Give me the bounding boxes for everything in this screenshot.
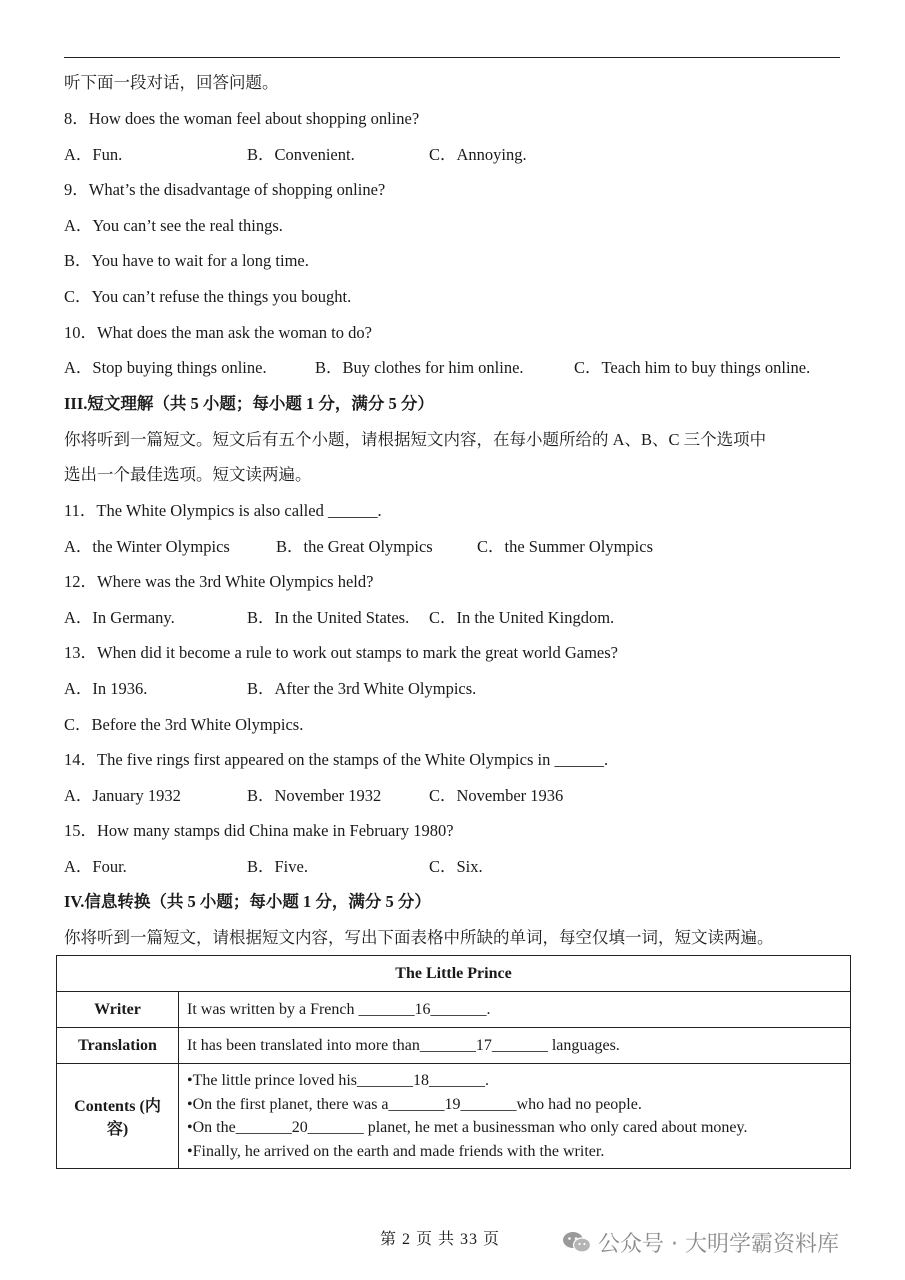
question-9: 9．What’s the disadvantage of shopping online?: [64, 180, 386, 199]
row-content-translation: It has been translated into more than_______17_______ languages.: [179, 1028, 851, 1064]
q9-option-a: A．You can’t see the real things.: [64, 216, 283, 235]
header-rule: [64, 57, 840, 58]
table-row: [57, 992, 851, 1028]
q10-option-c: C．Teach him to buy things online.: [574, 358, 811, 377]
question-15: 15．How many stamps did China make in February 1980?: [64, 821, 454, 840]
section-3-instruction-1: 你将听到一篇短文。短文后有五个小题，请根据短文内容，在每小题所给的 A、B、C 三个选项中: [64, 430, 767, 449]
table-row: [57, 1064, 851, 1169]
question-14: 14．The five rings first appeared on the stamps of the White Olympics in ______.: [64, 750, 609, 769]
q12-option-b: B．In the United States.: [247, 608, 410, 627]
q8-option-c: C．Annoying.: [429, 145, 527, 164]
row-header-translation: Translation: [57, 1028, 179, 1064]
question-8: 8．How does the woman feel about shopping online?: [64, 109, 420, 128]
section-3-instruction-2: 选出一个最佳选项。短文读两遍。: [64, 465, 312, 484]
q10-option-b: B．Buy clothes for him online.: [315, 358, 524, 377]
section-4-title: IV.信息转换（共 5 小题；每小题 1 分，满分 5 分）: [64, 892, 431, 911]
watermark: [562, 1227, 839, 1260]
q14-option-a: A．January 1932: [64, 786, 181, 805]
q13-option-b: B．After the 3rd White Olympics.: [247, 679, 477, 698]
q8-option-b: B．Convenient.: [247, 145, 355, 164]
q15-option-c: C．Six.: [429, 857, 483, 876]
row-content-contents: [179, 1064, 851, 1169]
q12-option-c: C．In the United Kingdom.: [429, 608, 615, 627]
q9-option-c: C．You can’t refuse the things you bought.: [64, 287, 352, 306]
question-12: 12．Where was the 3rd White Olympics held?: [64, 572, 374, 591]
q11-option-b: B．the Great Olympics: [276, 537, 433, 556]
wechat-icon: [562, 1230, 592, 1260]
question-11: 11．The White Olympics is also called ______.: [64, 501, 382, 520]
listening-intro: 听下面一段对话，回答问题。: [64, 73, 279, 92]
q10-option-a: A．Stop buying things online.: [64, 358, 267, 377]
q14-option-b: B．November 1932: [247, 786, 382, 805]
watermark-text: 公众号 · 大明学霸资料库: [598, 1232, 839, 1257]
q9-option-b: B．You have to wait for a long time.: [64, 251, 309, 270]
contents-line: •On the first planet, there was a_______19_______who had no people.: [187, 1095, 642, 1113]
row-header-contents: Contents (内容): [57, 1064, 179, 1169]
contents-line: •On the_______20_______ planet, he met a businessman who only cared about money.: [187, 1119, 748, 1136]
q15-option-b: B．Five.: [247, 857, 308, 876]
q11-option-a: A．the Winter Olympics: [64, 537, 230, 556]
table-title: The Little Prince: [57, 956, 851, 992]
table-row: [57, 1028, 851, 1064]
q13-option-c: C．Before the 3rd White Olympics.: [64, 715, 304, 734]
question-10: 10．What does the man ask the woman to do?: [64, 323, 372, 342]
contents-line: •Finally, he arrived on the earth and made friends with the writer.: [187, 1142, 605, 1160]
page-number: 第 2 页 共 33 页: [380, 1231, 501, 1248]
q14-option-c: C．November 1936: [429, 786, 564, 805]
info-table: [56, 955, 851, 1169]
q13-option-a: A．In 1936.: [64, 679, 148, 698]
section-3-title: III.短文理解（共 5 小题；每小题 1 分，满分 5 分）: [64, 394, 434, 413]
contents-line: •The little prince loved his_______18_______.: [187, 1072, 489, 1089]
q12-option-a: A．In Germany.: [64, 608, 175, 627]
question-13: 13．When did it become a rule to work out stamps to mark the great world Games?: [64, 643, 618, 662]
row-header-writer: Writer: [57, 992, 179, 1028]
section-4-instruction: 你将听到一篇短文，请根据短文内容，写出下面表格中所缺的单词，每空仅填一词，短文读两遍。: [64, 928, 774, 947]
row-content-writer: It was written by a French _______16_______.: [179, 992, 851, 1028]
q8-option-a: A．Fun.: [64, 145, 123, 164]
q15-option-a: A．Four.: [64, 857, 127, 876]
q11-option-c: C．the Summer Olympics: [477, 537, 653, 556]
